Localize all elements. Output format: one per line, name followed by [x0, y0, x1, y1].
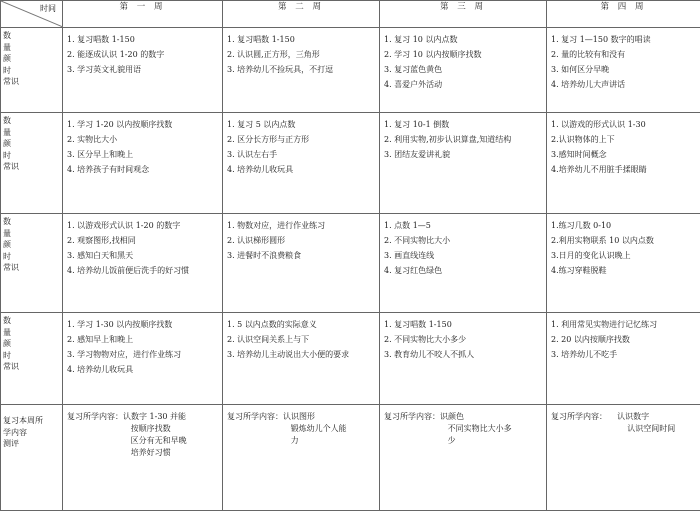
review-line: 复习所学内容：认数字 1-30 并能 — [67, 411, 218, 423]
plan-row-1 — [1, 28, 700, 113]
subject-label: 颜 — [3, 338, 62, 350]
subject-label: 时 — [3, 251, 62, 263]
plan-item: 1. 复习 10-1 倒数 — [384, 119, 542, 131]
plan-item: 3. 学习物物对应，进行作业练习 — [67, 349, 218, 361]
plan-item: 1. 复习 5 以内点数 — [227, 119, 375, 131]
subject-label: 数 — [3, 115, 62, 127]
plan-item: 4. 培养幼儿饭前便后洗手的好习惯 — [67, 265, 218, 277]
plan-cell — [63, 113, 223, 214]
plan-item: 4. 培养幼儿收玩具 — [227, 164, 375, 176]
plan-item: 1. 以游戏形式认识 1-20 的数字 — [67, 220, 218, 232]
review-line: 复习所学内容：识颜色 — [384, 411, 542, 423]
plan-cell — [380, 214, 547, 313]
plan-row-2 — [1, 113, 700, 214]
subject-list — [1, 113, 63, 214]
plan-cell — [380, 113, 547, 214]
week-2-header: 第 二 周 — [223, 1, 380, 28]
week-3-header: 第 三 周 — [380, 1, 547, 28]
week-4-header: 第 四 周 — [547, 1, 700, 28]
plan-item: 3. 团结友爱讲礼貌 — [384, 149, 542, 161]
plan-item: 1. 物数对应，进行作业练习 — [227, 220, 375, 232]
subject-label: 测评 — [3, 438, 62, 450]
plan-item: 3. 如何区分早晚 — [551, 64, 696, 76]
plan-item: 2. 感知早上和晚上 — [67, 334, 218, 346]
subject-list — [1, 214, 63, 313]
plan-item: 3. 教育幼儿不咬人不抓人 — [384, 349, 542, 361]
plan-item: 3. 感知白天和黑天 — [67, 250, 218, 262]
subject-label: 颜 — [3, 239, 62, 251]
plan-item: 1. 以游戏的形式认识 1-30 — [551, 119, 696, 131]
plan-item: 3.感知时间概念 — [551, 149, 696, 161]
plan-cell — [547, 313, 700, 405]
plan-item: 1. 复习唱数 1-150 — [384, 319, 542, 331]
review-line: 复习所学内容：认识图形 — [227, 411, 375, 423]
plan-item: 2. 能逐成认识 1-20 的数字 — [67, 49, 218, 61]
plan-item: 3. 培养幼儿不捡玩具，不打逗 — [227, 64, 375, 76]
plan-item: 3. 画直线连线 — [384, 250, 542, 262]
plan-item: 4. 培养幼儿大声讲话 — [551, 79, 696, 91]
plan-item: 2. 学习 10 以内按顺序找数 — [384, 49, 542, 61]
plan-item: 2. 实物比大小 — [67, 134, 218, 146]
plan-item: 3. 学习英文礼貌用语 — [67, 64, 218, 76]
plan-cell — [63, 214, 223, 313]
plan-item: 1.练习几数 0-10 — [551, 220, 696, 232]
plan-item: 3. 认识左右手 — [227, 149, 375, 161]
header-row — [1, 1, 700, 28]
review-line: 力 — [227, 435, 375, 447]
subject-label: 颜 — [3, 53, 62, 65]
plan-item: 1. 学习 1-20 以内按顺序找数 — [67, 119, 218, 131]
subject-label: 数 — [3, 315, 62, 327]
subject-label: 学内容 — [3, 427, 62, 439]
review-line: 培养好习惯 — [67, 447, 218, 459]
plan-item: 2. 不同实物比大小 — [384, 235, 542, 247]
subject-label: 常识 — [3, 76, 62, 88]
plan-item: 1. 利用常见实物进行记忆练习 — [551, 319, 696, 331]
review-line: 认识空间时间 — [551, 423, 696, 435]
subject-label: 时 — [3, 150, 62, 162]
plan-item: 2. 认识圆,正方形，三角形 — [227, 49, 375, 61]
subject-label: 复习本周所 — [3, 415, 62, 427]
subject-list — [1, 28, 63, 113]
plan-cell — [223, 28, 380, 113]
plan-cell — [380, 313, 547, 405]
time-label: 时间 — [40, 3, 56, 15]
subject-label: 量 — [3, 228, 62, 240]
review-line: 按顺序找数 — [67, 423, 218, 435]
review-cell — [63, 405, 223, 511]
plan-cell — [547, 28, 700, 113]
plan-item: 1. 复习 10 以内点数 — [384, 34, 542, 46]
subject-label: 数 — [3, 30, 62, 42]
plan-item: 1. 点数 1—5 — [384, 220, 542, 232]
plan-row-3 — [1, 214, 700, 313]
review-line: 区分有无和早晚 — [67, 435, 218, 447]
review-line: 不同实物比大小多 — [384, 423, 542, 435]
subject-label: 时 — [3, 65, 62, 77]
plan-item: 2.利用实物联系 10 以内点数 — [551, 235, 696, 247]
review-cell — [223, 405, 380, 511]
subject-label: 颜 — [3, 138, 62, 150]
subject-label: 量 — [3, 327, 62, 339]
plan-item: 4. 喜爱户外活动 — [384, 79, 542, 91]
plan-item: 2. 认识梯形圆形 — [227, 235, 375, 247]
plan-cell — [63, 313, 223, 405]
subject-label: 常识 — [3, 262, 62, 274]
corner-cell — [1, 1, 63, 28]
plan-item: 3. 复习蓝色黄色 — [384, 64, 542, 76]
subject-list — [1, 313, 63, 405]
plan-item: 3. 区分早上和晚上 — [67, 149, 218, 161]
review-cell — [547, 405, 700, 511]
plan-cell — [380, 28, 547, 113]
subject-label: 常识 — [3, 361, 62, 373]
plan-item: 1. 复习 1—150 数字的唱读 — [551, 34, 696, 46]
plan-item: 2. 认识空间关系上与下 — [227, 334, 375, 346]
review-row — [1, 405, 700, 511]
plan-cell — [223, 214, 380, 313]
plan-item: 2. 20 以内按顺序找数 — [551, 334, 696, 346]
review-subject-list — [1, 405, 63, 511]
plan-item: 4. 复习红色绿色 — [384, 265, 542, 277]
plan-item: 2. 利用实物,初步认识算盘,知道结构 — [384, 134, 542, 146]
subject-label: 量 — [3, 42, 62, 54]
plan-item: 3. 培养幼儿主动说出大小便的要求 — [227, 349, 375, 361]
week-1-header: 第 一 周 — [63, 1, 223, 28]
review-cell — [380, 405, 547, 511]
plan-cell — [547, 113, 700, 214]
plan-cell — [63, 28, 223, 113]
plan-cell — [547, 214, 700, 313]
plan-item: 1. 复习唱数 1-150 — [227, 34, 375, 46]
plan-item: 1. 复习唱数 1-150 — [67, 34, 218, 46]
plan-item: 4.培养幼儿不用脏手揉眼睛 — [551, 164, 696, 176]
subject-label: 数 — [3, 216, 62, 228]
subject-label: 量 — [3, 127, 62, 139]
plan-item: 1. 5 以内点数的实际意义 — [227, 319, 375, 331]
plan-item: 2. 观察图形,找相同 — [67, 235, 218, 247]
subject-label: 常识 — [3, 161, 62, 173]
plan-cell — [223, 313, 380, 405]
plan-item: 3.日月的变化认识晚上 — [551, 250, 696, 262]
plan-item: 4.练习穿鞋脱鞋 — [551, 265, 696, 277]
plan-item: 4. 培养幼儿收玩具 — [67, 364, 218, 376]
plan-item: 2. 量的比较有和没有 — [551, 49, 696, 61]
plan-item: 1. 学习 1-30 以内按顺序找数 — [67, 319, 218, 331]
review-line: 复习所学内容： 认识数字 — [551, 411, 696, 423]
plan-item: 3. 进餐时不浪费粮食 — [227, 250, 375, 262]
plan-item: 3. 培养幼儿不吃手 — [551, 349, 696, 361]
plan-item: 4. 培养孩子有时间观念 — [67, 164, 218, 176]
review-line: 少 — [384, 435, 542, 447]
plan-cell — [223, 113, 380, 214]
plan-row-4 — [1, 313, 700, 405]
plan-item: 2.认识物体的上下 — [551, 134, 696, 146]
review-line: 锻炼幼儿个人能 — [227, 423, 375, 435]
plan-item: 2. 不同实物比大小多少 — [384, 334, 542, 346]
subject-label: 时 — [3, 350, 62, 362]
plan-item: 2. 区分长方形与正方形 — [227, 134, 375, 146]
